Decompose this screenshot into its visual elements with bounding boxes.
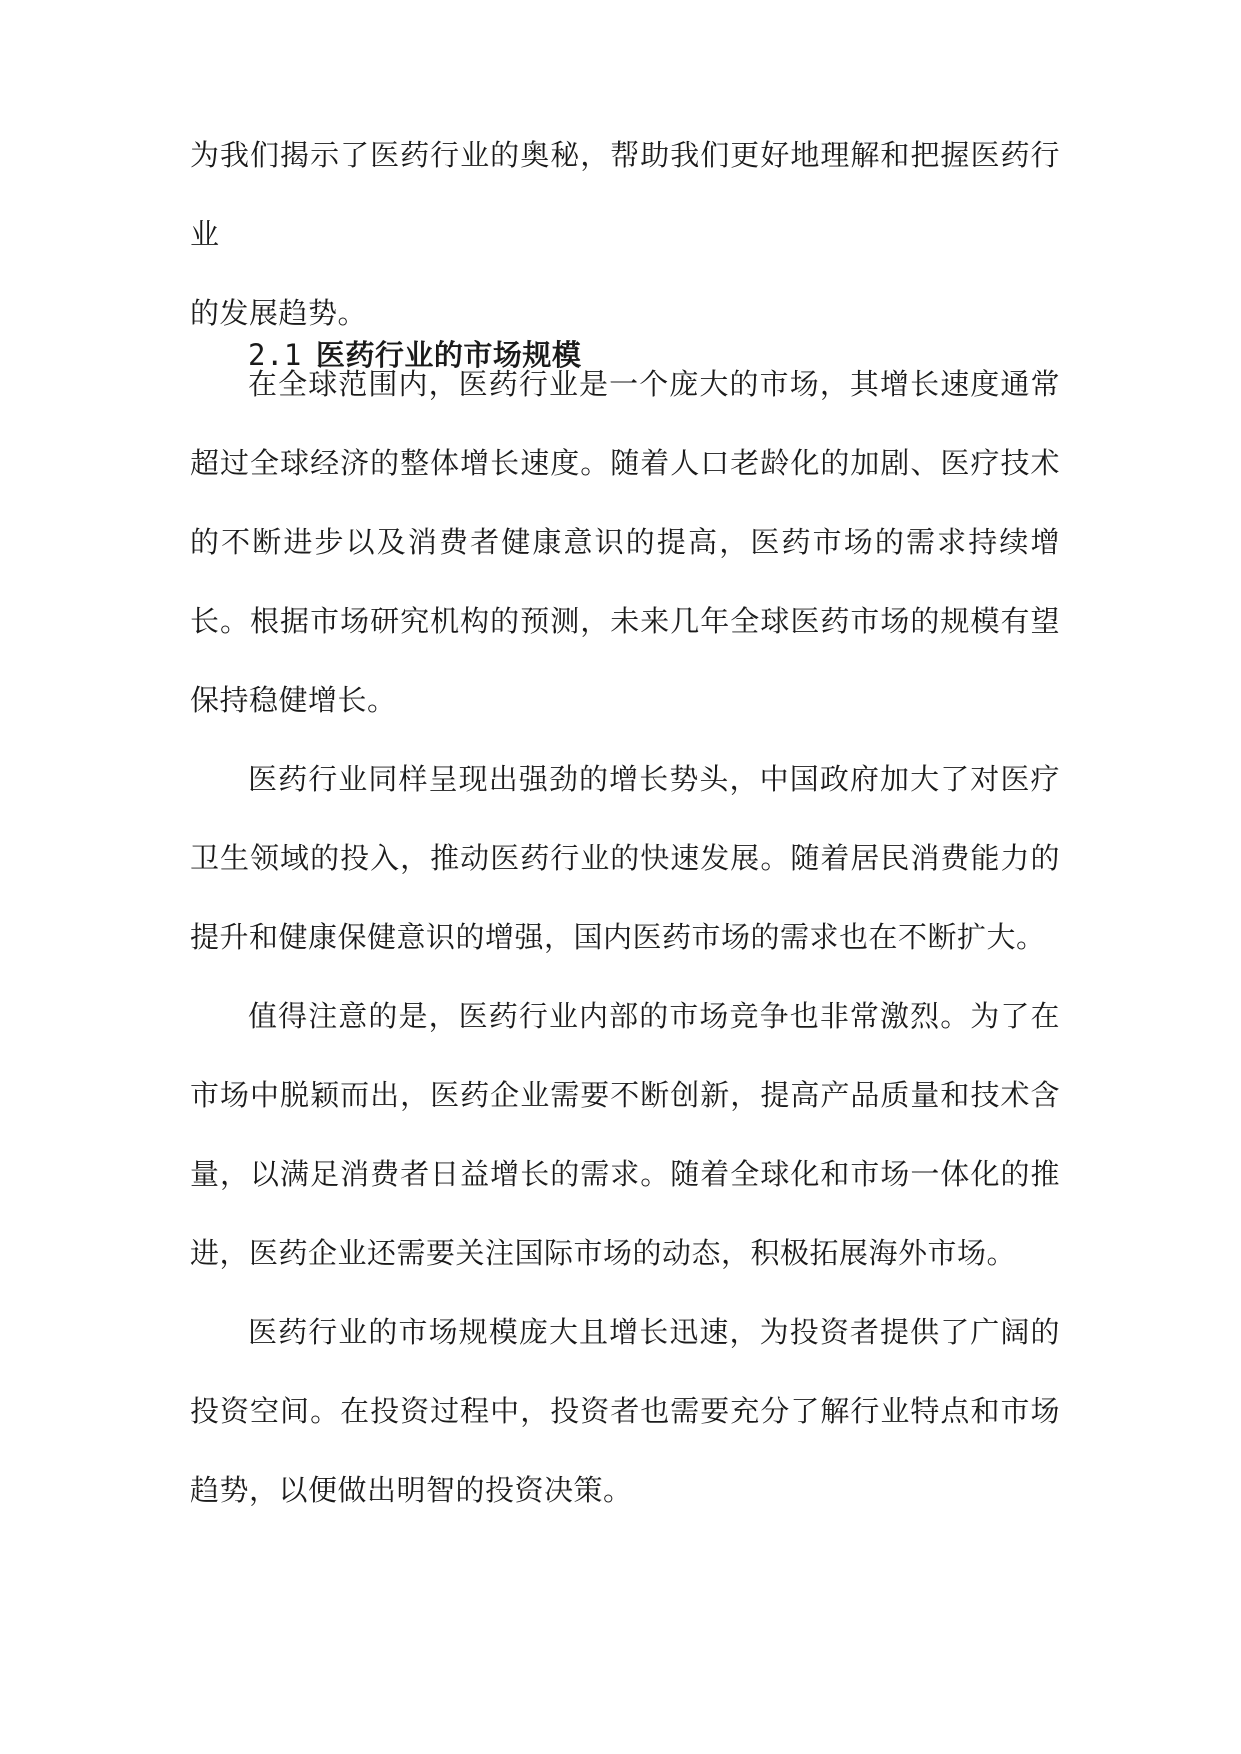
intro-line-2: 的发展趋势。	[190, 296, 368, 330]
body-text	[190, 345, 1060, 1530]
section-title: 医药行业的市场规模	[315, 338, 582, 372]
paragraph-domestic-market: 医药行业同样呈现出强劲的增长势头，中国政府加大了对医疗卫生领域的投入，推动医药行业的快速发展。随着居民消费能力的提升和健康保健意识的增强，国内医药市场的需求也在不断扩大。	[190, 762, 1060, 954]
paragraph-competition: 值得注意的是，医药行业内部的市场竞争也非常激烈。为了在市场中脱颖而出，医药企业需要不断创新，提高产品质量和技术含量，以满足消费者日益增长的需求。随着全球化和市场一体化的推进，医药企业还需要关注国际市场的动态，积极拓展海外市场。	[190, 999, 1060, 1270]
section-number: 2.1	[248, 338, 302, 372]
paragraph-investment: 医药行业的市场规模庞大且增长迅速，为投资者提供了广阔的投资空间。在投资过程中，投资者也需要充分了解行业特点和市场趋势，以便做出明智的投资决策。	[190, 1315, 1060, 1507]
intro-line-1: 为我们揭示了医药行业的奥秘，帮助我们更好地理解和把握医药行业	[190, 138, 1060, 251]
paragraph-global-market: 在全球范围内，医药行业是一个庞大的市场，其增长速度通常超过全球经济的整体增长速度。随着人口老龄化的加剧、医疗技术的不断进步以及消费者健康意识的提高，医药市场的需求持续增长。根据市场研究机构的预测，未来几年全球医药市场的规模有望保持稳健增长。	[190, 367, 1060, 717]
